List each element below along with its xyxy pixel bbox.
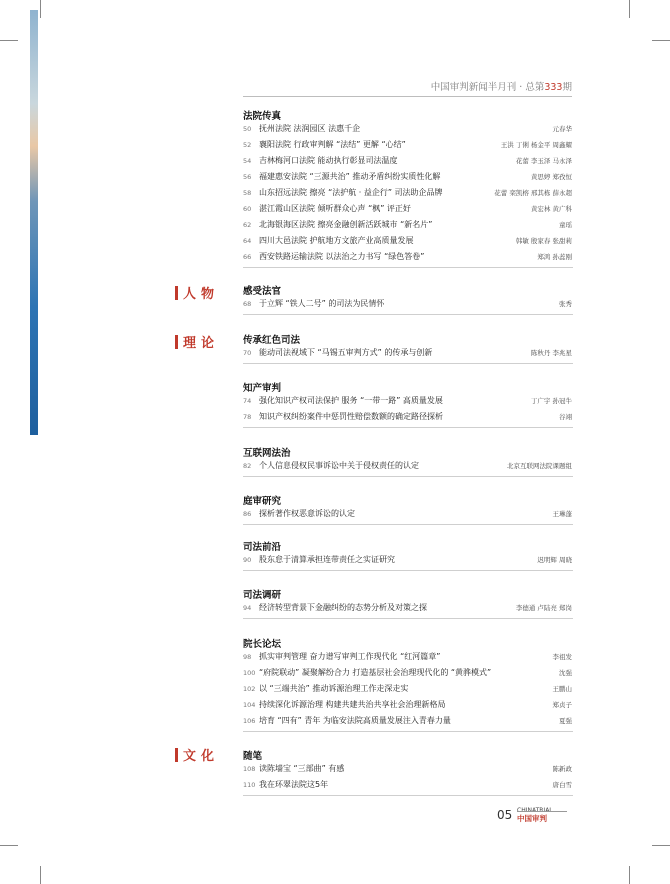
entry-title: 抓实审判管理 奋力谱写审判工作现代化 “红河篇章” xyxy=(259,652,441,661)
section-title: 感受法官 xyxy=(243,286,282,297)
entry-title: 个人信息侵权民事诉讼中关于侵权责任的认定 xyxy=(259,461,419,470)
toc-entry[interactable] xyxy=(243,553,572,567)
entry-page-number: 108 xyxy=(243,765,256,773)
section-title: 互联网法治 xyxy=(243,448,291,459)
toc-entry[interactable] xyxy=(243,170,572,184)
entry-title: 以 “三端共治” 推动诉源治理工作走深走实 xyxy=(259,684,409,693)
entry-title: 福建惠安法院 “三源共治” 推动矛盾纠纷实质性化解 xyxy=(259,172,441,181)
page-footer xyxy=(497,807,553,823)
entry-title: 持续深化诉源治理 构建共建共治共享社会治理新格局 xyxy=(259,700,446,709)
entry-page-number: 110 xyxy=(243,781,256,789)
entry-authors: 谷翊 xyxy=(559,413,572,421)
section-title: 随笔 xyxy=(243,751,263,762)
header-rule xyxy=(243,96,572,97)
entry-authors: 郑鸿 孙蕊刚 xyxy=(537,253,572,261)
entry-page-number: 78 xyxy=(243,413,252,421)
toc-entry[interactable] xyxy=(243,346,572,360)
entry-authors: 李祖发 xyxy=(552,653,572,661)
entry-title: 读陈墙宝 “三部曲” 有感 xyxy=(259,764,345,773)
toc-entry[interactable] xyxy=(243,762,572,776)
section-divider xyxy=(243,731,573,732)
header-prefix: 中国审判新闻半月刊 · 总第 xyxy=(430,82,545,93)
section-divider xyxy=(243,795,573,796)
toc-entry[interactable] xyxy=(243,394,572,408)
entry-page-number: 68 xyxy=(243,300,252,308)
entry-authors: 元春华 xyxy=(552,125,572,133)
entry-title: “府院联动” 凝聚解纷合力 打造基层社会治理现代化的 “黄骅模式” xyxy=(259,668,492,677)
entry-page-number: 64 xyxy=(243,237,252,245)
toc-entry[interactable] xyxy=(243,698,572,712)
section-divider xyxy=(243,476,573,477)
entry-authors: 花蕾 李玉泽 马永泽 xyxy=(515,157,572,165)
entry-authors: 童瑶 xyxy=(559,221,572,229)
section-title: 传承红色司法 xyxy=(243,335,301,346)
crop-mark xyxy=(652,845,670,846)
entry-page-number: 74 xyxy=(243,397,252,405)
entry-title: 襄阳法院 行政审判解 “法结” 更解 “心结” xyxy=(259,140,406,149)
entry-title: 我在环翠法院这5年 xyxy=(259,780,329,789)
entry-title: 于立辉 “铁人二号” 的司法为民情怀 xyxy=(259,299,385,308)
entry-page-number: 82 xyxy=(243,462,252,470)
entry-authors: 王鹏山 xyxy=(552,685,572,693)
entry-title: 山东招远法院 擦亮 “法护航 · 益企行” 司法助企品牌 xyxy=(259,188,443,197)
section-title: 庭审研究 xyxy=(243,496,282,507)
toc-entry[interactable] xyxy=(243,666,572,680)
crop-mark xyxy=(652,40,670,41)
entry-authors: 迟明辉 周晓 xyxy=(537,556,572,564)
entry-authors: 李德通 卢陆亮 郑岗 xyxy=(515,604,572,612)
entry-title: 股东怠于清算承担连带责任之实证研究 xyxy=(259,555,395,564)
entry-authors: 黄思婷 郑孜恒 xyxy=(530,173,572,181)
entry-page-number: 104 xyxy=(243,701,256,709)
section-divider xyxy=(243,267,573,268)
entry-title: 北海银海区法院 擦亮金融创新活跃城市 “新名片” xyxy=(259,220,433,229)
brand-rule xyxy=(517,811,567,812)
toc-entry[interactable] xyxy=(243,218,572,232)
entry-page-number: 50 xyxy=(243,125,252,133)
entry-title: 探析著作权恶意诉讼的认定 xyxy=(259,509,355,518)
toc-entry[interactable] xyxy=(243,297,572,311)
header-suffix: 期 xyxy=(562,82,572,93)
category-culture: 文化 xyxy=(175,745,219,764)
entry-authors: 张秀 xyxy=(559,300,572,308)
toc-entry[interactable] xyxy=(243,410,572,424)
entry-title: 湛江霞山区法院 倾听群众心声 “枫” 评正好 xyxy=(259,204,411,213)
entry-authors: 花蕾 栾凯榕 邢其栋 薛永超 xyxy=(494,189,572,197)
toc-entry[interactable] xyxy=(243,186,572,200)
toc-entry[interactable] xyxy=(243,234,572,248)
entry-page-number: 94 xyxy=(243,604,252,612)
toc-entry[interactable] xyxy=(243,459,572,473)
toc-entry[interactable] xyxy=(243,122,572,136)
toc-entry[interactable] xyxy=(243,507,572,521)
crop-mark xyxy=(40,866,41,884)
toc-entry[interactable] xyxy=(243,154,572,168)
section-divider xyxy=(243,570,573,571)
crop-mark xyxy=(629,0,630,18)
toc-entry[interactable] xyxy=(243,202,572,216)
category-theory: 理论 xyxy=(175,332,219,351)
entry-page-number: 62 xyxy=(243,221,252,229)
entry-title: 吉林梅河口法院 能动执行彰显司法温度 xyxy=(259,156,398,165)
section-title: 司法前沿 xyxy=(243,542,282,553)
section-divider xyxy=(243,363,573,364)
crop-mark xyxy=(0,40,18,41)
entry-title: 四川大邑法院 护航地方文旅产业高质量发展 xyxy=(259,236,414,245)
entry-page-number: 54 xyxy=(243,157,252,165)
entry-authors: 丁广宇 孙冠牛 xyxy=(530,397,572,405)
entry-page-number: 58 xyxy=(243,189,252,197)
section-divider xyxy=(243,427,573,428)
section-divider xyxy=(243,524,573,525)
toc-entry[interactable] xyxy=(243,138,572,152)
entry-authors: 沈强 xyxy=(559,669,572,677)
entry-page-number: 52 xyxy=(243,141,252,149)
entry-page-number: 98 xyxy=(243,653,252,661)
entry-page-number: 90 xyxy=(243,556,252,564)
entry-title: 强化知识产权司法保护 服务 “一带一路” 高质量发展 xyxy=(259,396,443,405)
issue-header xyxy=(431,79,572,93)
entry-authors: 夏强 xyxy=(559,717,572,725)
entry-title: 培育 “四有” 青年 为临安法院高质量发展注入青春力量 xyxy=(259,716,451,725)
entry-page-number: 106 xyxy=(243,717,256,725)
entry-authors: 陈新政 xyxy=(552,765,572,773)
entry-page-number: 100 xyxy=(243,669,256,677)
brand-cn: 中国审判 xyxy=(517,814,547,823)
category-people: 人物 xyxy=(175,283,219,302)
section-title: 司法调研 xyxy=(243,590,282,601)
toc-entry[interactable] xyxy=(243,601,572,615)
entry-authors: 北京互联网法院课题组 xyxy=(507,462,572,470)
entry-title: 经济转型背景下金融纠纷的态势分析及对策之探 xyxy=(259,603,427,612)
section-title: 法院传真 xyxy=(243,111,282,122)
toc-entry[interactable] xyxy=(243,650,572,664)
entry-authors: 黄宏林 黄广科 xyxy=(530,205,572,213)
entry-title: 知识产权纠纷案件中惩罚性赔偿数额的确定路径探析 xyxy=(259,412,443,421)
section-title: 院长论坛 xyxy=(243,639,282,650)
entry-page-number: 102 xyxy=(243,685,256,693)
header-issue-number: 333 xyxy=(544,82,563,93)
entry-authors: 韩敏 殷家春 张甜莉 xyxy=(515,237,572,245)
entry-title: 抚州法院 法润园区 法惠千企 xyxy=(259,124,361,133)
entry-page-number: 56 xyxy=(243,173,252,181)
section-divider xyxy=(243,314,573,315)
section-title: 知产审判 xyxy=(243,383,282,394)
entry-authors: 王洪 丁俐 杨金平 周鑫耀 xyxy=(500,141,572,149)
toc-entry[interactable] xyxy=(243,250,572,264)
sky-photo-strip xyxy=(30,10,38,435)
toc-entry[interactable] xyxy=(243,682,572,696)
crop-mark xyxy=(629,866,630,884)
brand-en: CHINATRIAL xyxy=(517,807,553,814)
crop-mark xyxy=(0,845,18,846)
crop-mark xyxy=(40,0,41,18)
entry-page-number: 70 xyxy=(243,349,252,357)
page-number: 05 xyxy=(497,808,513,822)
section-divider xyxy=(243,618,573,619)
entry-page-number: 60 xyxy=(243,205,252,213)
toc-entry[interactable] xyxy=(243,714,572,728)
entry-title: 能动司法视域下 “马锡五审判方式” 的传承与创新 xyxy=(259,348,433,357)
entry-page-number: 66 xyxy=(243,253,252,261)
entry-authors: 陈秋丹 李兆星 xyxy=(530,349,572,357)
entry-authors: 王琳蓬 xyxy=(552,510,572,518)
toc-entry[interactable] xyxy=(243,778,572,792)
entry-authors: 郑贞子 xyxy=(552,701,572,709)
entry-page-number: 86 xyxy=(243,510,252,518)
entry-authors: 唐白雪 xyxy=(552,781,572,789)
entry-title: 西安铁路运输法院 以法治之力书写 “绿色答卷” xyxy=(259,252,425,261)
